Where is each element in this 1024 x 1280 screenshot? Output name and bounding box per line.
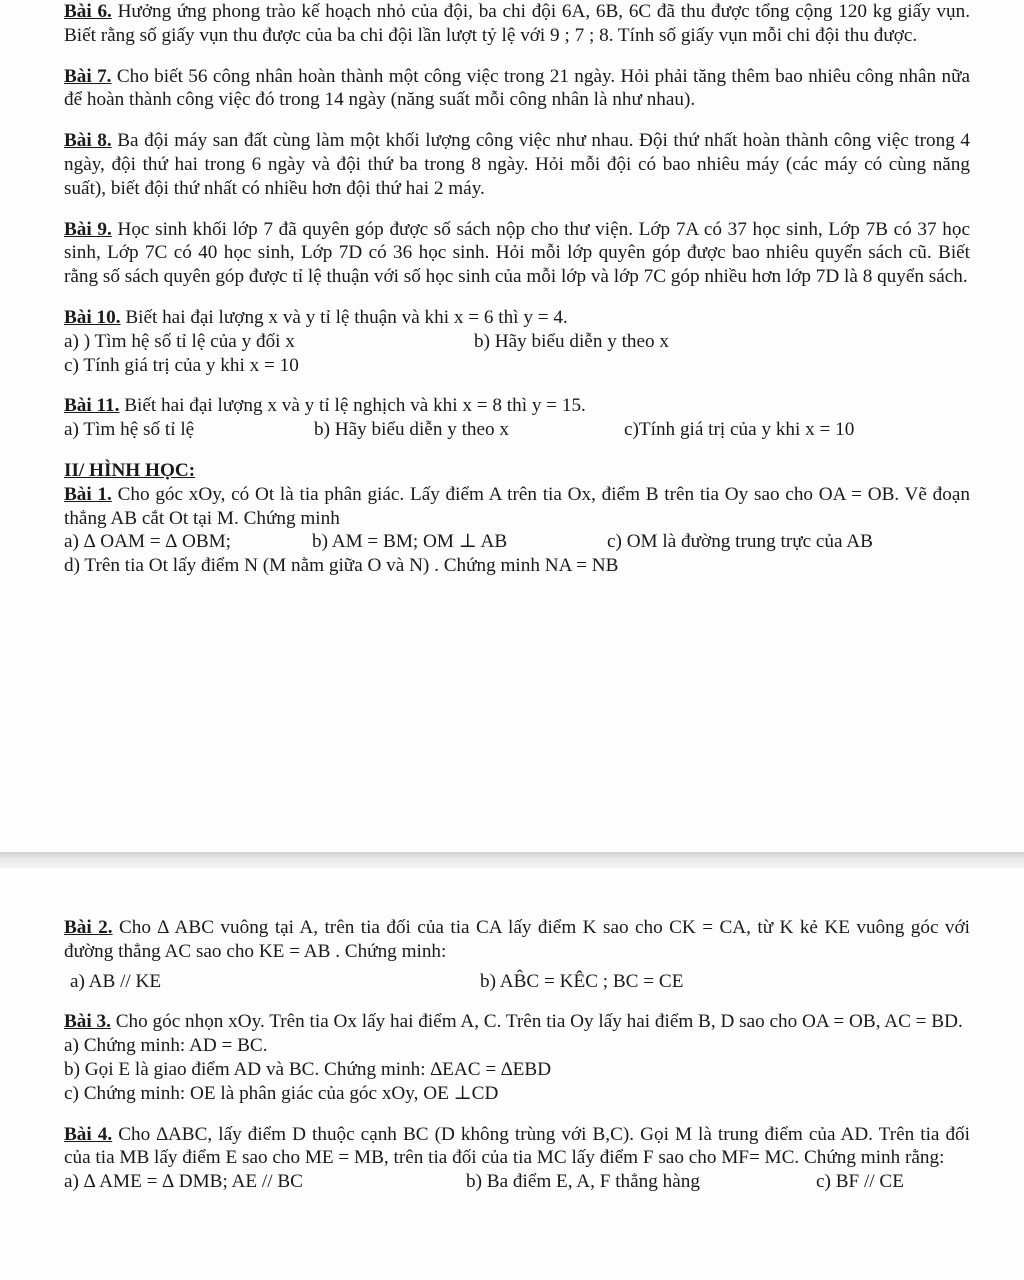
subquestion-b: b) AB̂C = KÊC ; BC = CE (480, 970, 684, 992)
exercise-text: Hưởng ứng phong trào kế hoạch nhỏ của đội, ba chi đội 6A, 6B, 6C đã thu được tổng cộng 120 kg giấy vụn. Biết rằng số giấy vụn thu được của ba chi đội lần lượt tỷ lệ với 9 ; 7 ; 8. Tính số giấy vụn mỗi chi đội thu được. (64, 1, 970, 46)
exercise-9 (64, 218, 970, 289)
exercise-11 (64, 394, 970, 442)
subquestion-row (64, 418, 970, 442)
subquestion-row (64, 530, 970, 554)
exercise-text: Cho ∆ ABC vuông tại A, trên tia đối của tia CA lấy điểm K sao cho CK = CA, từ K kẻ KE vuông góc với đường thẳng AC sao cho KE = AB . Chứng minh: (64, 917, 970, 962)
geometry-exercise-3 (64, 1010, 970, 1105)
exercise-8 (64, 129, 970, 200)
subquestion-b: b) Hãy biểu diễn y theo x (314, 419, 510, 441)
exercise-title: Bài 10. (64, 306, 121, 328)
exercise-title: Bài 1. (64, 483, 112, 505)
subquestion-c: c)Tính giá trị của y khi x = 10 (624, 419, 855, 441)
exercise-title: Bài 8. (64, 130, 112, 152)
exercise-title: Bài 3. (64, 1011, 111, 1033)
subquestion-a: a) Tìm hệ số tỉ lệ (64, 419, 195, 441)
exercise-title: Bài 7. (64, 65, 112, 87)
exercise-text: Biết hai đại lượng x và y tỉ lệ thuận và khi x = 6 thì y = 4. (120, 306, 568, 328)
subquestion-c: c) Tính giá trị của y khi x = 10 (64, 354, 299, 376)
exercise-title: Bài 4. (64, 1123, 113, 1145)
geometry-exercise-4 (64, 1123, 970, 1194)
page-gap (0, 852, 1024, 868)
exercise-6 (64, 0, 970, 48)
exercise-text: Học sinh khối lớp 7 đã quyên góp được số sách nộp cho thư viện. Lớp 7A có 37 học sinh, Lớp 7B có 37 học sinh, Lớp 7C có 40 học sinh, Lớp 7D có 36 học sinh. Hỏi mỗi lớp quyên góp được bao nhiêu quyển sách cũ. Biết rằng số sách quyên góp được tỉ lệ thuận với số học sinh của mỗi lớp và lớp 7C góp nhiều hơn lớp 7D là 8 quyển sách. (64, 218, 970, 288)
subquestion-row (64, 1170, 970, 1194)
exercise-title: Bài 9. (64, 218, 112, 240)
exercise-title: Bài 11. (64, 395, 120, 417)
subquestion-row (64, 970, 970, 994)
subquestion-a: a) ∆ AME = ∆ DMB; AE // BC (64, 1171, 303, 1193)
exercise-title: Bài 2. (64, 917, 113, 938)
subquestion-c: c) OM là đường trung trực của AB (607, 531, 873, 553)
exercise-text: Cho biết 56 công nhân hoàn thành một công việc trong 21 ngày. Hỏi phải tăng thêm bao nhiêu công nhân nữa để hoàn thành công việc đó trong 14 ngày (năng suất mỗi công nhân là như nhau). (64, 65, 970, 111)
subquestion-b: b) Gọi E là giao điểm AD và BC. Chứng minh: ∆EAC = ∆EBD (64, 1058, 552, 1080)
subquestion-a: a) ) Tìm hệ số tỉ lệ của y đối x (64, 330, 295, 352)
subquestion-a: a) AB // KE (70, 970, 162, 992)
geometry-exercise-1 (64, 483, 970, 578)
exercise-title: Bài 6. (64, 1, 112, 22)
page-sheet-2 (0, 868, 1024, 1280)
subquestion-b: b) Hãy biểu diễn y theo x (474, 330, 670, 352)
subquestion-c: c) Chứng minh: OE là phân giác của góc xOy, OE ⊥CD (64, 1082, 499, 1104)
subquestion-a: a) ∆ OAM = ∆ OBM; (64, 531, 232, 553)
subquestion-c: c) BF // CE (816, 1171, 904, 1193)
exercise-text: Ba đội máy san đất cùng làm một khối lượng công việc như nhau. Đội thứ nhất hoàn thành công việc trong 4 ngày, đội thứ hai trong 6 ngày và đội thứ ba trong 8 ngày. Hỏi mỗi đội có bao nhiêu máy (các máy có cùng năng suất), biết đội thứ nhất có nhiều hơn đội thứ hai 2 máy. (64, 130, 970, 199)
exercise-text: Biết hai đại lượng x và y tỉ lệ nghịch và khi x = 8 thì y = 15. (119, 395, 586, 417)
exercise-7 (64, 65, 970, 113)
subquestion-a: a) Chứng minh: AD = BC. (64, 1035, 268, 1057)
exercise-text: Cho góc xOy, có Ot là tia phân giác. Lấy điểm A trên tia Ox, điểm B trên tia Oy sao cho OA = OB. Vẽ đoạn thẳng AB cắt Ot tại M. Chứng minh (64, 483, 970, 529)
page-content-1 (64, 0, 970, 578)
exercise-text: Cho góc nhọn xOy. Trên tia Ox lấy hai điểm A, C. Trên tia Oy lấy hai điểm B, D sao cho OA = OB, AC = BD. (110, 1011, 963, 1033)
subquestion-b: b) AM = BM; OM ⊥ AB (312, 531, 508, 553)
geometry-exercise-2 (64, 916, 970, 993)
subquestion-d: d) Trên tia Ot lấy điểm N (M nằm giữa O và N) . Chứng minh NA = NB (64, 555, 619, 577)
section-heading-geometry: II/ HÌNH HỌC: (64, 459, 196, 481)
subquestion-row (64, 330, 970, 354)
page-content-2 (64, 916, 970, 1194)
exercise-10 (64, 306, 970, 377)
subquestion-b: b) Ba điểm E, A, F thẳng hàng (466, 1171, 700, 1193)
exercise-text: Cho ∆ABC, lấy điểm D thuộc cạnh BC (D không trùng với B,C). Gọi M là trung điểm của AD. Trên tia đối của tia MB lấy điểm E sao cho ME = MB, trên tia đối của tia MC lấy điểm F sao cho MF= MC. Chứng minh rằng: (64, 1123, 970, 1169)
